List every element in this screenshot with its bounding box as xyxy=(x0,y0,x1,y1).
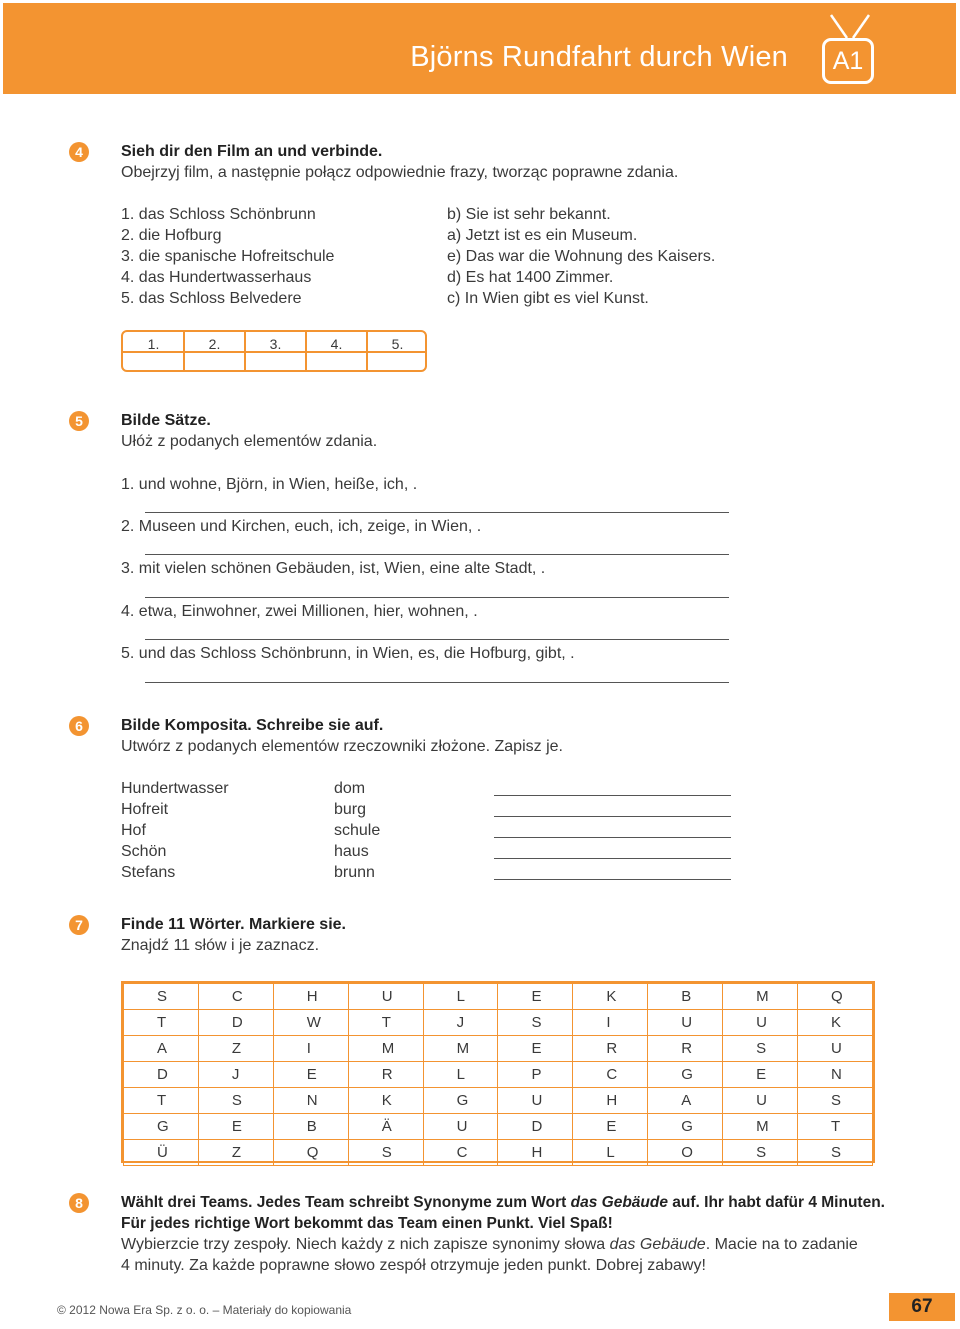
ex5-item: 4. etwa, Einwohner, zwei Millionen, hier, wohnen, . xyxy=(121,603,478,620)
answer-divider xyxy=(366,332,368,370)
ex6-instruction-de: Bilde Komposita. Schreibe sie auf. xyxy=(121,717,384,734)
ex8-pl-text: Wybierzcie trzy zespoły. Niech każdy z nich zapisze synonimy słowa xyxy=(121,1236,610,1253)
word-search-grid xyxy=(121,981,875,1163)
ex4-instruction-pl: Obejrzyj film, a następnie połącz odpowiednie frazy, tworząc poprawne zdania. xyxy=(121,164,679,181)
grid-cell[interactable]: R xyxy=(573,1036,648,1062)
grid-cell[interactable]: D xyxy=(124,1062,199,1088)
ex4-right-item: c) In Wien gibt es viel Kunst. xyxy=(447,290,649,307)
grid-cell[interactable]: J xyxy=(198,1062,273,1088)
ex4-left-item: 5. das Schloss Belvedere xyxy=(121,290,302,307)
grid-cell[interactable]: E xyxy=(273,1062,348,1088)
grid-cell[interactable]: Q xyxy=(273,1140,348,1166)
grid-cell[interactable]: S xyxy=(198,1088,273,1114)
answer-header: 4. xyxy=(330,336,343,352)
grid-cell[interactable]: C xyxy=(573,1062,648,1088)
answer-header: 5. xyxy=(391,336,404,352)
ex4-left-item: 3. die spanische Hofreitschule xyxy=(121,248,335,265)
grid-cell[interactable]: T xyxy=(124,1010,199,1036)
grid-cell[interactable]: Z xyxy=(198,1140,273,1166)
grid-cell[interactable]: H xyxy=(498,1140,573,1166)
answer-line[interactable] xyxy=(145,554,729,555)
grid-cell[interactable]: U xyxy=(423,1114,498,1140)
ex4-right-item: e) Das war die Wohnung des Kaisers. xyxy=(447,248,716,265)
compound-second-part: dom xyxy=(334,780,366,797)
grid-cell[interactable]: T xyxy=(348,1010,423,1036)
grid-cell[interactable]: Ü xyxy=(124,1140,199,1166)
ex8-pl-word: das Gebäude xyxy=(609,1236,706,1253)
level-badge: A1 xyxy=(822,38,874,84)
compound-first-part: Schön xyxy=(121,843,167,860)
ex4-right-item: d) Es hat 1400 Zimmer. xyxy=(447,269,614,286)
ex8-de-text: Wählt drei Teams. Jedes Team schreibt Synonyme zum Wort xyxy=(121,1194,571,1211)
exercise-5-number: 5 xyxy=(69,411,89,431)
grid-cell[interactable]: K xyxy=(798,1010,873,1036)
ex8-instruction-de-line2: Für jedes richtige Wort bekommt das Team einen Punkt. Viel Spaß! xyxy=(121,1215,613,1232)
ex4-answer-box xyxy=(121,330,427,372)
exercise-6-number: 6 xyxy=(69,716,89,736)
page-title: Björns Rundfahrt durch Wien xyxy=(410,41,788,73)
grid-cell[interactable]: O xyxy=(648,1140,723,1166)
grid-row xyxy=(124,1088,873,1114)
grid-cell[interactable]: D xyxy=(198,1010,273,1036)
grid-cell[interactable]: C xyxy=(423,1140,498,1166)
ex4-right-item: a) Jetzt ist es ein Museum. xyxy=(447,227,638,244)
grid-cell[interactable]: B xyxy=(648,984,723,1010)
answer-line[interactable] xyxy=(494,879,731,880)
answer-line[interactable] xyxy=(145,512,729,513)
ex8-instruction-pl-line2: 4 minuty. Za każde poprawne słowo zespół otrzymuje jeden punkt. Dobrej zabawy! xyxy=(121,1257,706,1274)
grid-cell[interactable]: Z xyxy=(198,1036,273,1062)
grid-cell[interactable]: R xyxy=(348,1062,423,1088)
answer-header: 1. xyxy=(147,336,160,352)
ex4-instruction-de: Sieh dir den Film an und verbinde. xyxy=(121,143,383,160)
grid-cell[interactable]: M xyxy=(723,1114,798,1140)
grid-cell[interactable]: Q xyxy=(798,984,873,1010)
ex8-pl-text: . Macie na to zadanie xyxy=(705,1236,858,1253)
ex7-instruction-de: Finde 11 Wörter. Markiere sie. xyxy=(121,916,346,933)
grid-row xyxy=(124,984,873,1010)
grid-cell[interactable]: J xyxy=(423,1010,498,1036)
ex4-left-item: 1. das Schloss Schönbrunn xyxy=(121,206,316,223)
grid-row xyxy=(124,1010,873,1036)
footer-copyright: © 2012 Nowa Era Sp. z o. o. – Materiały do kopiowania xyxy=(57,1303,352,1317)
grid-cell[interactable]: U xyxy=(648,1010,723,1036)
ex5-item: 5. und das Schloss Schönbrunn, in Wien, es, die Hofburg, gibt, . xyxy=(121,645,575,662)
grid-cell[interactable]: K xyxy=(573,984,648,1010)
grid-cell[interactable]: L xyxy=(573,1140,648,1166)
ex8-de-word: das Gebäude xyxy=(570,1194,668,1211)
answer-divider xyxy=(123,351,425,353)
grid-row xyxy=(124,1062,873,1088)
grid-cell[interactable]: I xyxy=(573,1010,648,1036)
compound-second-part: haus xyxy=(334,843,369,860)
compound-first-part: Hundertwasser xyxy=(121,780,229,797)
grid-cell[interactable]: R xyxy=(648,1036,723,1062)
grid-cell[interactable]: K xyxy=(348,1088,423,1114)
grid-cell[interactable]: N xyxy=(273,1088,348,1114)
ex4-left-item: 2. die Hofburg xyxy=(121,227,222,244)
compound-second-part: burg xyxy=(334,801,367,818)
grid-cell[interactable]: S xyxy=(798,1140,873,1166)
grid-cell[interactable]: E xyxy=(198,1114,273,1140)
ex5-item: 3. mit vielen schönen Gebäuden, ist, Wien, eine alte Stadt, . xyxy=(121,560,546,577)
page-header xyxy=(3,3,956,94)
grid-cell[interactable]: H xyxy=(573,1088,648,1114)
answer-header: 2. xyxy=(208,336,221,352)
grid-cell[interactable]: M xyxy=(348,1036,423,1062)
grid-cell[interactable]: D xyxy=(498,1114,573,1140)
grid-cell[interactable]: U xyxy=(723,1088,798,1114)
ex8-instruction-pl-line1 xyxy=(121,1236,858,1254)
answer-line[interactable] xyxy=(145,597,729,598)
grid-cell[interactable]: U xyxy=(348,984,423,1010)
grid-cell[interactable]: S xyxy=(498,1010,573,1036)
grid-cell[interactable]: T xyxy=(124,1088,199,1114)
ex5-item: 2. Museen und Kirchen, euch, ich, zeige, in Wien, . xyxy=(121,518,482,535)
exercise-7-number: 7 xyxy=(69,915,89,935)
ex5-instruction-pl: Ułóż z podanych elementów zdania. xyxy=(121,433,378,450)
grid-cell[interactable]: A xyxy=(124,1036,199,1062)
answer-line[interactable] xyxy=(145,639,729,640)
grid-cell[interactable]: T xyxy=(798,1114,873,1140)
grid-cell[interactable]: M xyxy=(723,984,798,1010)
grid-cell[interactable]: G xyxy=(648,1062,723,1088)
answer-line[interactable] xyxy=(494,816,731,817)
grid-cell[interactable]: E xyxy=(498,984,573,1010)
grid-cell[interactable]: S xyxy=(723,1140,798,1166)
grid-cell[interactable]: S xyxy=(124,984,199,1010)
grid-cell[interactable]: E xyxy=(573,1114,648,1140)
exercise-8-number: 8 xyxy=(69,1193,89,1213)
compound-first-part: Stefans xyxy=(121,864,176,881)
answer-divider xyxy=(305,332,307,370)
grid-cell[interactable]: G xyxy=(124,1114,199,1140)
tv-antenna-icon xyxy=(823,11,875,41)
ex6-instruction-pl: Utwórz z podanych elementów rzeczowniki złożone. Zapisz je. xyxy=(121,738,563,755)
ex4-right-item: b) Sie ist sehr bekannt. xyxy=(447,206,611,223)
answer-line[interactable] xyxy=(494,795,731,796)
grid-cell[interactable]: S xyxy=(723,1036,798,1062)
grid-cell[interactable]: N xyxy=(798,1062,873,1088)
compound-first-part: Hofreit xyxy=(121,801,169,818)
grid-cell[interactable]: A xyxy=(648,1088,723,1114)
compound-second-part: schule xyxy=(334,822,381,839)
grid-cell[interactable]: W xyxy=(273,1010,348,1036)
grid-cell[interactable]: S xyxy=(348,1140,423,1166)
answer-line[interactable] xyxy=(494,837,731,838)
answer-divider xyxy=(244,332,246,370)
ex7-instruction-pl: Znajdź 11 słów i je zaznacz. xyxy=(121,937,320,954)
grid-cell[interactable]: Ä xyxy=(348,1114,423,1140)
grid-row xyxy=(124,1140,873,1166)
grid-cell[interactable]: I xyxy=(273,1036,348,1062)
answer-header: 3. xyxy=(269,336,282,352)
answer-line[interactable] xyxy=(494,858,731,859)
grid-cell[interactable]: P xyxy=(498,1062,573,1088)
ex8-instruction-de-line1 xyxy=(121,1194,885,1212)
grid-cell[interactable]: L xyxy=(423,984,498,1010)
grid-cell[interactable]: B xyxy=(273,1114,348,1140)
compound-first-part: Hof xyxy=(121,822,146,839)
grid-cell[interactable]: H xyxy=(273,984,348,1010)
grid-cell[interactable]: E xyxy=(498,1036,573,1062)
compound-second-part: brunn xyxy=(334,864,375,881)
answer-line[interactable] xyxy=(145,682,729,683)
ex4-left-item: 4. das Hundertwasserhaus xyxy=(121,269,312,286)
grid-cell[interactable]: U xyxy=(498,1088,573,1114)
grid-cell[interactable]: E xyxy=(723,1062,798,1088)
grid-cell[interactable]: U xyxy=(723,1010,798,1036)
grid-cell[interactable]: G xyxy=(423,1088,498,1114)
ex5-instruction-de: Bilde Sätze. xyxy=(121,412,211,429)
grid-row xyxy=(124,1036,873,1062)
answer-divider xyxy=(183,332,185,370)
grid-cell[interactable]: S xyxy=(798,1088,873,1114)
exercise-4-number: 4 xyxy=(69,142,89,162)
grid-cell[interactable]: M xyxy=(423,1036,498,1062)
grid-cell[interactable]: G xyxy=(648,1114,723,1140)
page-number: 67 xyxy=(889,1293,955,1321)
grid-row xyxy=(124,1114,873,1140)
grid-cell[interactable]: C xyxy=(198,984,273,1010)
ex5-item: 1. und wohne, Björn, in Wien, heiße, ich, . xyxy=(121,476,418,493)
grid-cell[interactable]: U xyxy=(798,1036,873,1062)
grid-cell[interactable]: L xyxy=(423,1062,498,1088)
ex8-de-text: auf. Ihr habt dafür 4 Minuten. xyxy=(667,1194,885,1211)
